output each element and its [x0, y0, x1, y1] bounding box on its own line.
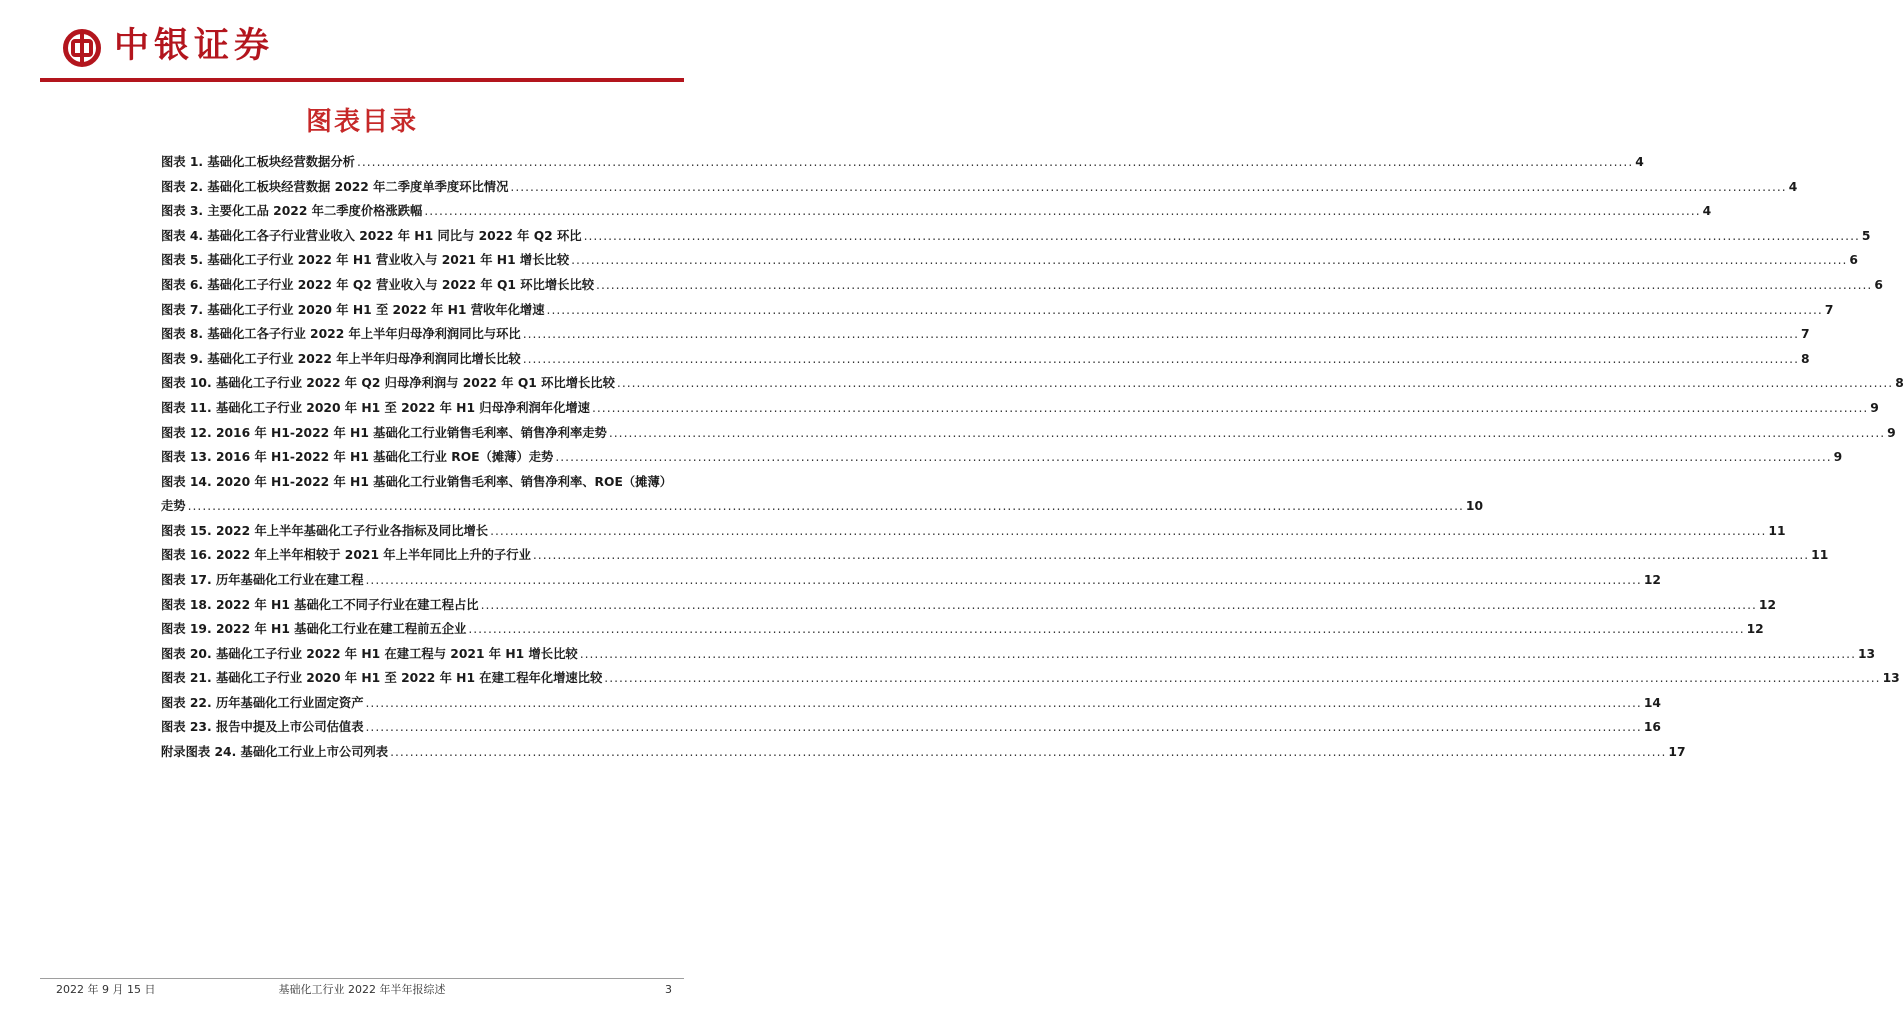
toc-entry-label: 附录图表 24. 基础化工行业上市公司列表 [161, 745, 389, 760]
toc-entry[interactable] [161, 470, 1484, 519]
toc-entry-label: 图表 7. 基础化工子行业 2020 年 H1 至 2022 年 H1 营收年化增速 [161, 302, 545, 317]
toc-entry[interactable] [161, 715, 1661, 740]
toc-leader-dots: .................................................................................................................................................................................................................................................................... [608, 425, 1886, 440]
brand-name: 中银证券 [114, 25, 275, 66]
toc-entry[interactable] [161, 568, 1661, 593]
toc-entry-label: 图表 13. 2016 年 H1-2022 年 H1 基础化工行业 ROE（摊薄）走势 [161, 450, 554, 465]
toc-entry-page: 13 [1857, 646, 1876, 661]
toc-leader-dots: .................................................................................................................................................................................................................................................................... [365, 572, 1642, 587]
toc-entry-page: 6 [1874, 277, 1883, 292]
toc-leader-dots: .................................................................................................................................................................................................................................................................... [591, 400, 1869, 415]
toc-entry-label: 图表 8. 基础化工各子行业 2022 年上半年归母净利润同比与环比 [161, 327, 521, 342]
toc-entry-page: 8 [1895, 376, 1904, 391]
toc-leader-dots: .................................................................................................................................................................................................................................................................... [571, 253, 1848, 268]
toc-leader-dots: .................................................................................................................................................................................................................................................................... [365, 695, 1642, 710]
toc-entry-page: 7 [1824, 302, 1834, 317]
toc-entry-label: 图表 14. 2020 年 H1-2022 年 H1 基础化工行业销售毛利率、销售净利率、ROE（摊薄） [161, 474, 673, 489]
header-rule [40, 78, 684, 82]
toc-entry[interactable] [161, 150, 1644, 175]
toc-entry-page: 8 [1801, 351, 1810, 366]
page-title: 图表目录 [305, 107, 418, 137]
toc-entry-page: 5 [1861, 228, 1871, 243]
toc-entry-label: 图表 1. 基础化工板块经营数据分析 [161, 155, 355, 169]
footer-date: 2022 年 9 月 15 日 [56, 983, 156, 996]
toc-leader-dots: .................................................................................................................................................................................................................................................................... [532, 548, 1810, 563]
toc-leader-dots: .................................................................................................................................................................................................................................................................... [604, 671, 1881, 686]
toc-entry-label: 图表 23. 报告中提及上市公司估值表 [161, 720, 364, 735]
toc-entry-label: 图表 10. 基础化工子行业 2022 年 Q2 归母净利润与 2022 年 Q1 环比增长比较 [161, 376, 615, 391]
toc-leader-dots: .................................................................................................................................................................................................................................................................... [356, 155, 1634, 169]
toc-entry[interactable] [161, 298, 1834, 323]
toc-leader-dots: .................................................................................................................................................................................................................................................................... [468, 622, 1745, 637]
boc-logo-icon [62, 28, 102, 68]
toc-entry[interactable] [161, 445, 1843, 470]
toc-leader-dots: .................................................................................................................................................................................................................................................................... [510, 179, 1787, 194]
toc-entry-page: 4 [1702, 204, 1712, 219]
footer-rule [40, 978, 684, 979]
toc-entry[interactable] [161, 421, 1896, 446]
toc-entry-page: 14 [1643, 695, 1661, 710]
toc-entry-label: 图表 17. 历年基础化工行业在建工程 [161, 572, 364, 587]
footer-report-title: 基础化工行业 2022 年半年报综述 [278, 983, 446, 996]
toc-entry-page: 12 [1746, 622, 1764, 637]
page-header [0, 0, 724, 84]
toc-entry-label: 图表 2. 基础化工板块经营数据 2022 年二季度单季度环比情况 [161, 179, 509, 194]
toc-entry[interactable] [161, 322, 1810, 347]
toc-entry[interactable] [161, 199, 1712, 224]
toc-entry-page: 16 [1643, 720, 1661, 735]
toc-leader-dots: .................................................................................................................................................................................................................................................................... [365, 720, 1642, 735]
toc-entry-label: 图表 18. 2022 年 H1 基础化工不同子行业在建工程占比 [161, 597, 479, 612]
toc-entry-label: 图表 11. 基础化工子行业 2020 年 H1 至 2022 年 H1 归母净利润年化增速 [161, 400, 590, 415]
toc-entry-page: 9 [1887, 425, 1896, 440]
toc-entry-label: 图表 22. 历年基础化工行业固定资产 [161, 695, 364, 710]
toc-entry-page: 12 [1758, 597, 1777, 612]
toc-leader-dots: .................................................................................................................................................................................................................................................................... [546, 302, 1823, 317]
toc-leader-dots: .................................................................................................................................................................................................................................................................... [616, 376, 1894, 391]
toc-leader-dots: .................................................................................................................................................................................................................................................................... [490, 523, 1767, 538]
toc-leader-dots: .................................................................................................................................................................................................................................................................... [579, 646, 1856, 661]
toc-entry[interactable] [161, 175, 1798, 200]
toc-entry-page: 4 [1635, 155, 1644, 169]
toc-entry[interactable] [161, 371, 1904, 396]
toc-entry-label: 图表 6. 基础化工子行业 2022 年 Q2 营业收入与 2022 年 Q1 环比增长比较 [161, 277, 595, 292]
toc-leader-dots: .................................................................................................................................................................................................................................................................... [390, 745, 1667, 760]
toc-entry[interactable] [161, 642, 1876, 667]
toc-entry-page: 12 [1643, 572, 1661, 587]
toc-leader-dots: .................................................................................................................................................................................................................................................................... [187, 499, 1464, 514]
toc-entry-label: 图表 19. 2022 年 H1 基础化工行业在建工程前五企业 [161, 622, 467, 637]
toc-entry-page: 11 [1768, 523, 1786, 538]
toc-entry[interactable] [161, 740, 1686, 765]
toc-leader-dots: .................................................................................................................................................................................................................................................................... [596, 277, 1873, 292]
footer-page-number: 3 [665, 983, 672, 996]
toc-entry-label: 图表 12. 2016 年 H1-2022 年 H1 基础化工行业销售毛利率、销售净利率走势 [161, 425, 607, 440]
toc-leader-dots: .................................................................................................................................................................................................................................................................... [424, 204, 1701, 219]
toc-entry-continuation [161, 494, 1484, 519]
toc-leader-dots: .................................................................................................................................................................................................................................................................... [555, 450, 1832, 465]
toc-leader-dots: .................................................................................................................................................................................................................................................................... [480, 597, 1757, 612]
toc-entry-page: 11 [1811, 548, 1829, 563]
toc-leader-dots: .................................................................................................................................................................................................................................................................... [522, 327, 1799, 342]
toc-entry-page: 7 [1801, 327, 1810, 342]
toc-entry[interactable] [161, 396, 1879, 421]
toc-entry[interactable] [161, 347, 1810, 372]
toc-entry[interactable] [161, 273, 1883, 298]
toc-entry-label: 图表 4. 基础化工各子行业营业收入 2022 年 H1 同比与 2022 年 Q2 环比 [161, 228, 582, 243]
toc-entry-label: 图表 21. 基础化工子行业 2020 年 H1 至 2022 年 H1 在建工程年化增速比较 [161, 671, 603, 686]
toc-entry-page: 4 [1788, 179, 1798, 194]
toc-entry-page: 9 [1870, 400, 1879, 415]
toc-entry[interactable] [161, 691, 1661, 716]
toc-entry[interactable] [161, 617, 1764, 642]
toc-entry-label: 图表 20. 基础化工子行业 2022 年 H1 在建工程与 2021 年 H1 增长比较 [161, 646, 578, 661]
toc-entry-label: 图表 15. 2022 年上半年基础化工子行业各指标及同比增长 [161, 523, 489, 538]
toc-entry-label: 图表 5. 基础化工子行业 2022 年 H1 营业收入与 2021 年 H1 增长比较 [161, 253, 570, 268]
toc-leader-dots: .................................................................................................................................................................................................................................................................... [583, 228, 1860, 243]
toc-entry-page: 9 [1833, 450, 1843, 465]
toc-entry[interactable] [161, 519, 1786, 544]
toc-entry[interactable] [161, 248, 1858, 273]
toc-entry[interactable] [161, 666, 1900, 691]
toc-entry[interactable] [161, 593, 1777, 618]
toc-entry-label: 图表 3. 主要化工品 2022 年二季度价格涨跌幅 [161, 204, 423, 219]
toc-entry-label: 图表 9. 基础化工子行业 2022 年上半年归母净利润同比增长比较 [161, 351, 521, 366]
toc-entry-page: 10 [1465, 499, 1484, 514]
toc-entry-page: 13 [1882, 671, 1900, 686]
toc-entry-label-continued: 走势 [161, 499, 186, 514]
table-of-contents [161, 150, 1904, 765]
toc-entry[interactable] [161, 224, 1871, 249]
toc-entry[interactable] [161, 543, 1829, 568]
toc-entry-page: 6 [1849, 253, 1858, 268]
toc-entry-page: 17 [1668, 745, 1686, 760]
toc-leader-dots: .................................................................................................................................................................................................................................................................... [522, 351, 1799, 366]
toc-entry-label: 图表 16. 2022 年上半年相较于 2021 年上半年同比上升的子行业 [161, 548, 531, 563]
